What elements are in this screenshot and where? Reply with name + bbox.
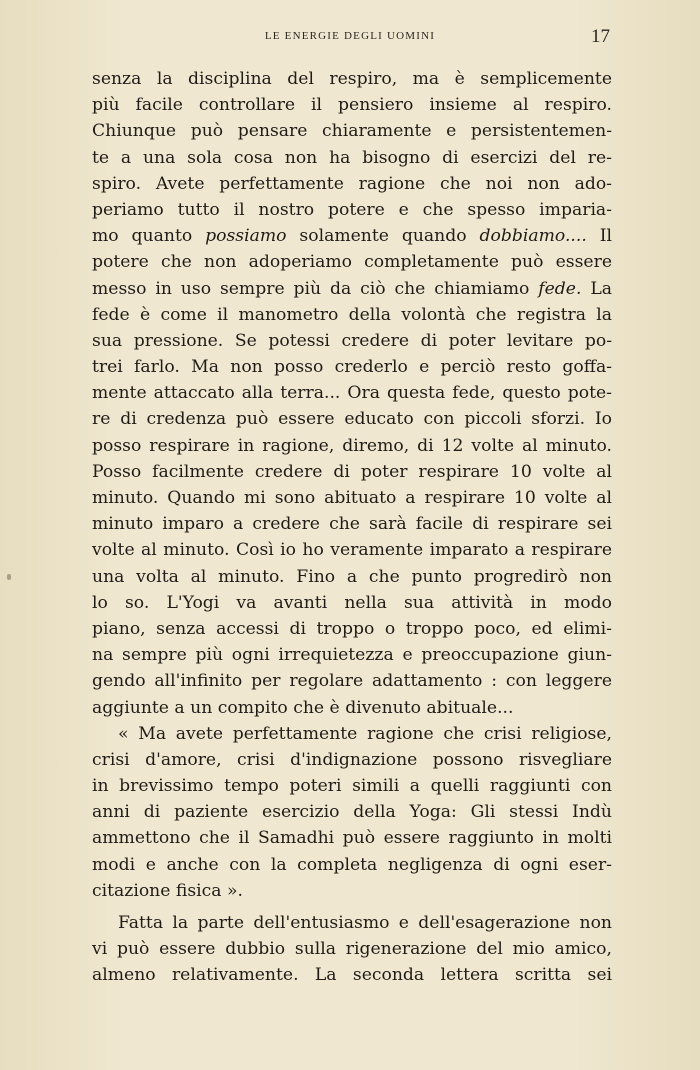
text-line: Fatta la parte dell'entusiasmo e dell'esagerazione non	[118, 913, 612, 933]
text-line: in brevissimo tempo poteri simili a quelli raggiunti con	[92, 776, 612, 797]
text-line: gendo all'infinito per regolare adattamento : con leggere	[92, 671, 612, 692]
text-line: modi e anche con la completa negligenza di ogni eser-	[92, 854, 612, 875]
text-line: trei farlo. Ma non posso crederlo e perciò resto goffa-	[92, 357, 612, 378]
text-segment: solamente quando	[286, 226, 480, 247]
text-line: volte al minuto. Così io ho veramente imparato a respirare	[92, 540, 612, 561]
text-line: mente attaccato alla terra... Ora questa fede, questo pote-	[92, 383, 612, 404]
text-segment: mo quanto	[92, 226, 206, 247]
text-line	[92, 276, 612, 302]
text-line: ammettono che il Samadhi può essere raggiunto in molti	[92, 828, 612, 849]
italic-text: possiamo	[205, 226, 287, 247]
page-header	[90, 26, 610, 50]
text-line: anni di paziente esercizio della Yoga: Gli stessi Indù	[92, 802, 612, 823]
text-line: piano, senza accessi di troppo o troppo poco, ed elimi-	[92, 618, 612, 639]
text-line: aggiunte a un compito che è divenuto abituale...	[92, 697, 514, 718]
text-segment: La	[581, 278, 612, 299]
text-line: na sempre più ogni irrequietezza e preoccupazione giun-	[92, 645, 612, 666]
margin-mark	[7, 574, 11, 580]
italic-text: fede.	[538, 278, 582, 299]
text-line: spiro. Avete perfettamente ragione che noi non ado-	[92, 173, 612, 194]
text-line: potere che non adoperiamo completamente può essere	[92, 252, 612, 273]
text-line: fede è come il manometro della volontà che registra la	[92, 304, 612, 325]
text-line: vi può essere dubbio sulla rigenerazione del mio amico,	[92, 939, 612, 960]
text-line: re di credenza può essere educato con piccoli sforzi. Io	[92, 409, 612, 430]
text-line: una volta al minuto. Fino a che punto progredirò non	[92, 566, 612, 587]
text-line: citazione fisica ».	[92, 880, 243, 901]
running-title: LE ENERGIE DEGLI UOMINI	[264, 30, 436, 42]
text-line: almeno relativamente. La seconda lettera scritta sei	[92, 965, 612, 986]
text-line: posso respirare in ragione, diremo, di 12 volte al minuto.	[92, 435, 612, 456]
italic-text: dobbiamo....	[479, 226, 587, 247]
body-text	[92, 66, 612, 989]
text-line	[92, 223, 612, 249]
text-segment: messo in uso sempre più da ciò che chiamiamo	[92, 278, 539, 299]
text-segment: Il	[586, 226, 612, 247]
text-line: senza la disciplina del respiro, ma è semplicemente	[92, 69, 612, 89]
text-line: minuto. Quando mi sono abituato a respirare 10 volte al	[92, 488, 612, 508]
text-line: Posso facilmente credere di poter respirare 10 volte al	[92, 461, 612, 482]
text-line: te a una sola cosa non ha bisogno di esercizi del re-	[92, 147, 612, 168]
text-line: minuto imparo a credere che sarà facile di respirare sei	[92, 514, 612, 535]
text-line: lo so. L'Yogi va avanti nella sua attività in modo	[92, 592, 612, 613]
text-line: sua pressione. Se potessi credere di poter levitare po-	[92, 330, 612, 351]
text-line: periamo tutto il nostro potere e che spesso imparia-	[92, 199, 612, 220]
page-number: 17	[591, 26, 610, 47]
text-line: più facile controllare il pensiero insieme al respiro.	[92, 95, 612, 116]
text-line: « Ma avete perfettamente ragione che crisi religiose,	[118, 723, 612, 744]
text-line: crisi d'amore, crisi d'indignazione possono risvegliare	[92, 749, 612, 770]
text-line: Chiunque può pensare chiaramente e persistentemen-	[92, 121, 612, 142]
